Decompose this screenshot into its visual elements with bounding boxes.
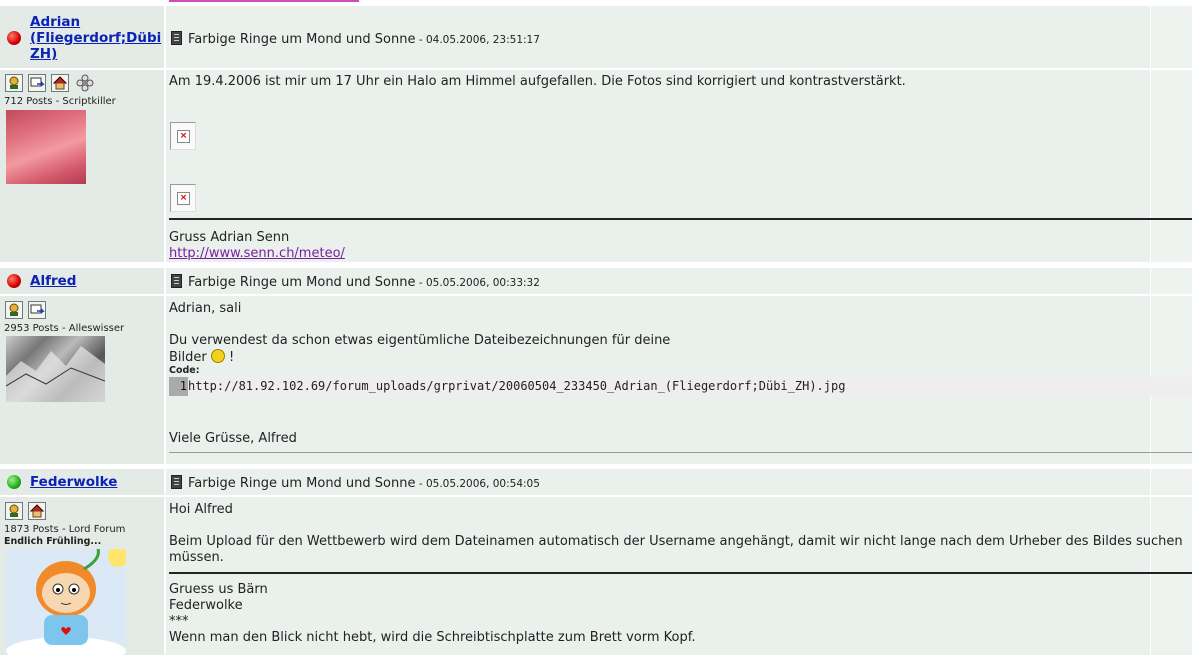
code-label: Code: [169,365,200,376]
message-icon[interactable] [28,74,46,92]
post-3-edge-body [1151,497,1192,655]
signature-text: *** [169,614,189,629]
top-link-remnant [169,0,359,2]
online-status-icon [7,475,21,489]
post-icon [171,31,182,45]
broken-image-icon[interactable]: × [170,184,196,212]
post-icon [171,274,182,288]
home-icon[interactable] [51,74,69,92]
message-icon[interactable] [28,301,46,319]
code-block[interactable] [169,377,1192,396]
user-actions [5,502,51,521]
post-subject: Farbige Ringe um Mond und Sonne - 05.05.2006, 00:54:05 [171,475,540,491]
online-status-icon [7,274,21,288]
post-body-text: Am 19.4.2006 ist mir um 17 Uhr ein Halo am Himmel aufgefallen. Die Fotos sind korrigiert und kontrastverstärkt. [169,74,906,89]
avatar[interactable] [6,110,86,184]
post-1-body-area [166,70,1150,262]
avatar[interactable] [6,549,126,655]
post-closing: Viele Grüsse, Alfred [169,431,297,446]
code-line-number: 1 [169,377,188,396]
post-divider [169,452,1192,453]
signature-link[interactable]: http://www.senn.ch/meteo/ [169,246,345,261]
post-subject: Farbige Ringe um Mond und Sonne - 04.05.2006, 23:51:17 [171,31,540,47]
post-greeting: Adrian, sali [169,301,242,316]
user-actions [5,301,51,320]
post-body-text: Du verwendest da schon etwas eigentümliche Dateibezeichnungen für deine [169,333,671,348]
user-stats: 1873 Posts - Lord Forum [4,524,126,535]
user-title: Endlich Frühling... [4,536,102,547]
post-icon [171,475,182,489]
broken-image-icon[interactable]: × [170,122,196,150]
post-2-author-header [0,268,164,294]
avatar[interactable] [6,336,105,402]
user-stats: 2953 Posts - Alleswisser [4,323,125,334]
signature-text: Gruess us Bärn [169,582,268,597]
code-text: http://81.92.102.69/forum_uploads/grprivat/20060504_233450_Adrian_(Fliegerdorf;Dübi_ZH).jpg [188,379,846,393]
signature-text: Gruss Adrian Senn [169,230,290,245]
post-3-edge [1151,469,1192,495]
profile-icon[interactable] [5,502,23,520]
username-link[interactable]: Federwolke [30,474,118,490]
post-greeting: Hoi Alfred [169,502,233,517]
post-date: 04.05.2006, 23:51:17 [425,34,540,46]
online-status-icon [7,31,21,45]
post-date: 05.05.2006, 00:54:05 [425,478,540,490]
post-subject: Farbige Ringe um Mond und Sonne - 05.05.2006, 00:33:32 [171,274,540,290]
post-date: 05.05.2006, 00:33:32 [425,277,540,289]
flower-icon[interactable] [76,74,94,92]
signature-text: Federwolke [169,598,243,613]
signature-text: Wenn man den Blick nicht hebt, wird die Schreibtischplatte zum Brett vorm Kopf. [169,630,696,645]
signature-divider [169,218,1192,220]
post-body-text: Bilder ! [169,350,235,365]
profile-icon[interactable] [5,301,23,319]
signature-divider [169,572,1192,574]
user-actions [5,74,95,93]
profile-icon[interactable] [5,74,23,92]
smiley-icon [211,349,225,363]
username-link[interactable]: Adrian (Fliegerdorf;Dübi ZH) [30,14,162,62]
post-body-text: Beim Upload für den Wettbewerb wird dem Dateinamen automatisch der Username angehängt, damit wir nicht lange nach dem Urheber des Bildes suchen müssen. [169,534,1183,565]
post-1-edge-body [1151,70,1192,262]
username-link[interactable]: Alfred [30,273,77,289]
post-2-edge [1151,268,1192,294]
post-1-edge [1151,6,1192,68]
user-stats: 712 Posts - Scriptkiller [4,96,116,107]
home-icon[interactable] [28,502,46,520]
